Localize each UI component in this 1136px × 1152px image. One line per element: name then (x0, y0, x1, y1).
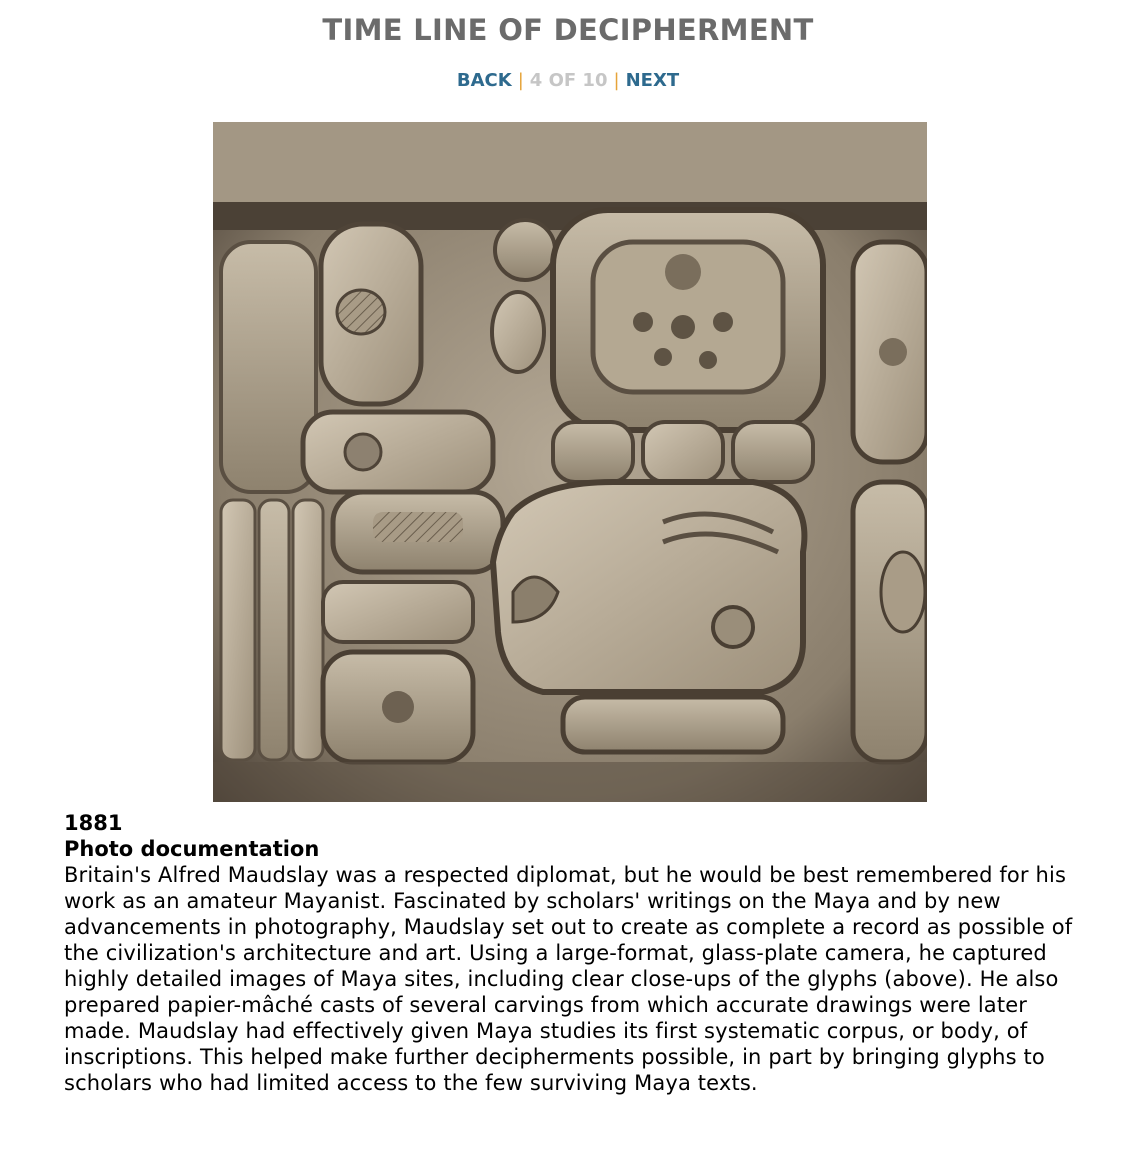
separator: | (613, 70, 620, 91)
next-link[interactable]: NEXT (625, 70, 680, 91)
entry-heading: Photo documentation (64, 837, 320, 861)
page-title: TIME LINE OF DECIPHERMENT (322, 13, 814, 47)
entry-caption (64, 810, 1074, 1096)
back-link[interactable]: BACK (456, 70, 512, 91)
pagination-nav (0, 70, 1136, 91)
entry-year: 1881 (64, 811, 123, 835)
glyph-photo-illustration (213, 122, 927, 802)
page-position: 4 OF 10 (529, 70, 608, 91)
entry-body: Britain's Alfred Maudslay was a respected diplomat, but he would be best remembered for his work as an amateur Mayanist. Fascinated by scholars' writings on the Maya and by new advancements in photography, Maudslay set out to create as complete a record as possible of the civilization's architecture and art. Using a large-format, glass-plate camera, he captured highly detailed images of Maya sites, including clear close-ups of the glyphs (above). He also prepared papier-mâché casts of several carvings from which accurate drawings were later made. Maudslay had effectively given Maya studies its first systematic corpus, or body, of inscriptions. This helped make further decipherments possible, in part by bringing glyphs to scholars who had limited access to the few surviving Maya texts. (64, 863, 1073, 1095)
separator: | (517, 70, 524, 91)
glyph-photo (213, 122, 927, 802)
